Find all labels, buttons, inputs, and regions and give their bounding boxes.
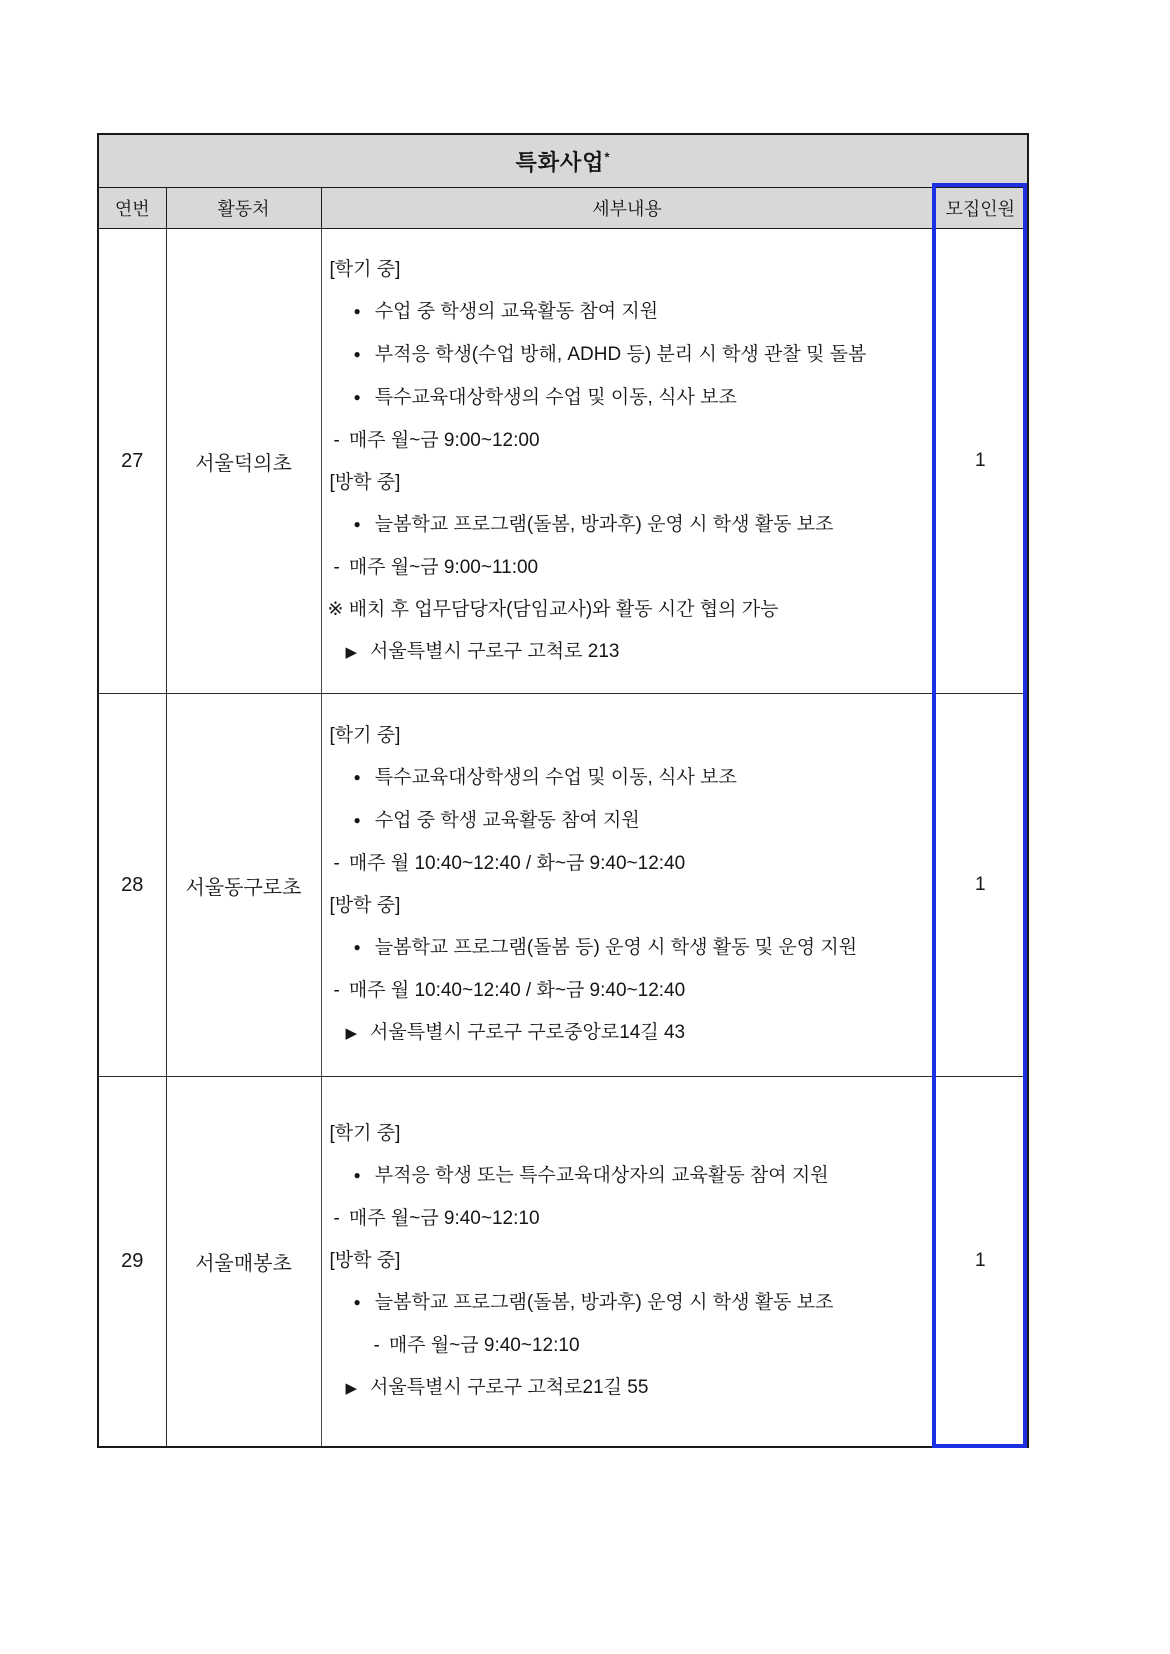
details-list: [328, 1113, 925, 1410]
table-row: [98, 229, 1028, 694]
detail-line-dash_indent: [328, 1325, 925, 1367]
detail-line-dash: [328, 970, 925, 1012]
cell-recruit-count: 1: [933, 694, 1028, 1077]
detail-text: 매주 월 10:40~12:40 / 화~금 9:40~12:40: [348, 853, 686, 874]
detail-line-dash: [328, 420, 925, 462]
bullet-icon: ●: [353, 770, 361, 784]
detail-text: [방학 중]: [329, 1249, 401, 1271]
dash-mark: -: [333, 853, 340, 874]
details-list: [328, 249, 925, 674]
cell-no: 29: [98, 1077, 166, 1447]
bullet-icon: ●: [353, 813, 361, 827]
bullet-icon: ●: [353, 1167, 361, 1182]
table-title: [98, 134, 1028, 188]
table-title-mark: *: [604, 149, 611, 165]
detail-line-section: [328, 462, 925, 504]
program-table-wrap: [97, 133, 1027, 1448]
detail-line-section: [328, 249, 925, 291]
dash-mark: -: [333, 1207, 340, 1229]
cell-no: 28: [98, 694, 166, 1077]
bullet-icon: ●: [353, 516, 361, 531]
detail-text: 매주 월~금 9:00~11:00: [348, 556, 539, 578]
bullet-icon: ●: [353, 346, 361, 361]
column-header-count: 모집인원: [933, 188, 1028, 229]
detail-line-note: [328, 589, 925, 631]
detail-line-section: [328, 715, 925, 757]
table-row: [98, 694, 1028, 1077]
detail-text: ※ 배치 후 업무담당자(담임교사)와 활동 시간 협의 가능: [327, 598, 779, 620]
detail-text: 부적응 학생 또는 특수교육대상자의 교육활동 참여 지원: [374, 1164, 829, 1186]
table-row: [98, 1077, 1028, 1447]
cell-place: 서울동구로초: [166, 694, 321, 1077]
detail-text: [학기 중]: [329, 725, 401, 746]
detail-line-bullet: [328, 504, 925, 547]
program-table: [97, 133, 1029, 1448]
detail-text: 서울특별시 구로구 고척로 213: [370, 640, 620, 662]
arrow-icon: ▶: [345, 1379, 358, 1397]
cell-no: 27: [98, 229, 166, 694]
detail-line-bullet: [328, 377, 925, 420]
bullet-icon: ●: [353, 940, 361, 954]
table-body: [98, 229, 1028, 1447]
detail-line-address: [328, 1012, 925, 1055]
column-header-details: 세부내용: [321, 188, 933, 229]
cell-recruit-count: 1: [933, 1077, 1028, 1447]
detail-line-bullet: [328, 1155, 925, 1198]
detail-line-dash: [328, 1198, 925, 1240]
detail-line-dash: [328, 547, 925, 589]
detail-text: 매주 월~금 9:00~12:00: [348, 429, 540, 451]
detail-line-bullet: [328, 291, 925, 334]
cell-place: 서울덕의초: [166, 229, 321, 694]
bullet-icon: ●: [353, 389, 361, 404]
table-title-row: [98, 134, 1028, 188]
cell-recruit-count: 1: [933, 229, 1028, 694]
table-header-row: [98, 188, 1028, 229]
dash-mark: -: [333, 429, 340, 451]
detail-line-bullet: [328, 334, 925, 377]
detail-line-bullet: [328, 927, 925, 970]
arrow-icon: ▶: [345, 643, 358, 661]
detail-text: 늘봄학교 프로그램(돌봄, 방과후) 운영 시 학생 활동 보조: [374, 513, 834, 535]
detail-text: 늘봄학교 프로그램(돌봄, 방과후) 운영 시 학생 활동 보조: [374, 1291, 834, 1313]
detail-text: 특수교육대상학생의 수업 및 이동, 식사 보조: [374, 767, 737, 788]
detail-text: [학기 중]: [329, 1122, 401, 1144]
detail-line-section: [328, 1113, 925, 1155]
detail-text: 부적응 학생(수업 방해, ADHD 등) 분리 시 학생 관찰 및 돌봄: [374, 343, 867, 365]
detail-line-bullet: [328, 1282, 925, 1325]
column-header-place: 활동처: [166, 188, 321, 229]
detail-text: 매주 월~금 9:40~12:10: [388, 1334, 580, 1356]
cell-details: [321, 694, 933, 1077]
detail-line-address: [328, 1367, 925, 1410]
detail-text: [방학 중]: [329, 471, 401, 493]
bullet-icon: ●: [353, 303, 361, 318]
detail-line-section: [328, 885, 925, 927]
cell-details: [321, 1077, 933, 1447]
detail-line-bullet: [328, 757, 925, 800]
detail-line-section: [328, 1240, 925, 1282]
details-list: [328, 715, 925, 1055]
dash-mark: -: [373, 1334, 380, 1356]
cell-place: 서울매봉초: [166, 1077, 321, 1447]
dash-mark: -: [333, 980, 340, 1001]
detail-line-bullet: [328, 800, 925, 843]
detail-text: 매주 월 10:40~12:40 / 화~금 9:40~12:40: [348, 980, 686, 1001]
dash-mark: -: [333, 556, 340, 578]
detail-text: 매주 월~금 9:40~12:10: [348, 1207, 540, 1229]
detail-text: 특수교육대상학생의 수업 및 이동, 식사 보조: [374, 386, 737, 408]
detail-text: 늘봄학교 프로그램(돌봄 등) 운영 시 학생 활동 및 운영 지원: [374, 937, 858, 958]
detail-text: 서울특별시 구로구 구로중앙로14길 43: [370, 1022, 686, 1043]
detail-text: 서울특별시 구로구 고척로21길 55: [370, 1376, 649, 1398]
detail-text: 수업 중 학생의 교육활동 참여 지원: [374, 300, 659, 322]
detail-text: [방학 중]: [329, 895, 401, 916]
column-header-no: 연번: [98, 188, 166, 229]
table-title-text: 특화사업: [515, 149, 605, 175]
detail-text: [학기 중]: [329, 258, 401, 280]
cell-details: [321, 229, 933, 694]
bullet-icon: ●: [353, 1294, 361, 1309]
arrow-icon: ▶: [345, 1025, 358, 1042]
detail-text: 수업 중 학생 교육활동 참여 지원: [374, 810, 640, 831]
detail-line-dash: [328, 843, 925, 885]
detail-line-address: [328, 631, 925, 674]
